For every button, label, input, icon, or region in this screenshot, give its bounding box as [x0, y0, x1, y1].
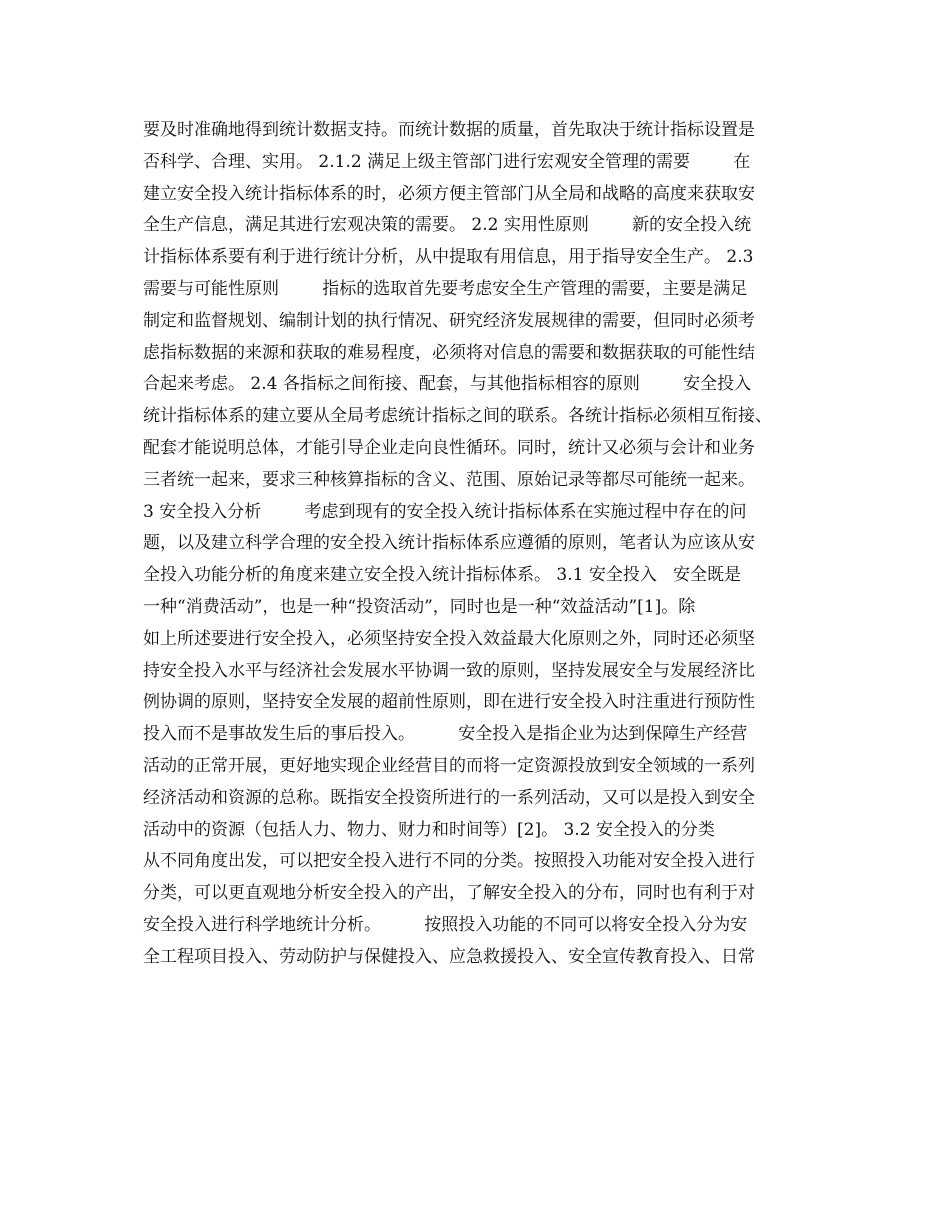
text-line: 经济活动和资源的总称。既指安全投资所进行的一系列活动，又可以是投入到安全	[143, 787, 755, 808]
text-line: 分类，可以更直观地分析安全投入的产出，了解安全投入的分布，同时也有利于对	[143, 883, 755, 904]
text-line: 全工程项目投入、劳动防护与保健投入、应急救援投入、安全宣传教育投入、日常	[143, 946, 755, 967]
text-line: 否科学、合理、实用。 2.1.2 满足上级主管部门进行宏观安全管理的需要 在	[143, 151, 751, 172]
text-line: 计指标体系要有利于进行统计分析，从中提取有用信息，用于指导安全生产。 2.3	[143, 247, 754, 268]
text-line: 统计指标体系的建立要从全局考虑统计指标之间的联系。各统计指标必须相互衔接、	[143, 406, 772, 427]
text-line: 投入而不是事故发生后的事后投入。 安全投入是指企业为达到保障生产经营	[143, 724, 748, 745]
text-line: 一种“消费活动”，也是一种“投资活动”，同时也是一种“效益活动”[1]。除	[143, 596, 696, 617]
text-line: 需要与可能性原则 指标的选取首先要考虑安全生产管理的需要，主要是满足	[143, 278, 748, 299]
body-text	[143, 115, 833, 974]
text-line: 如上所述要进行安全投入，必须坚持安全投入效益最大化原则之外，同时还必须坚	[143, 628, 755, 649]
text-line: 虑指标数据的来源和获取的难易程度，必须将对信息的需要和数据获取的可能性结	[143, 342, 755, 363]
text-line: 题，以及建立科学合理的安全投入统计指标体系应遵循的原则，笔者认为应该从安	[143, 533, 755, 554]
text-line: 合起来考虑。 2.4 各指标之间衔接、配套，与其他指标相容的原则 安全投入	[143, 374, 752, 395]
text-line: 持安全投入水平与经济社会发展水平协调一致的原则，坚持发展安全与发展经济比	[143, 660, 755, 681]
text-line: 建立安全投入统计指标体系的时，必须方便主管部门从全局和战略的高度来获取安	[143, 183, 755, 204]
text-line: 制定和监督规划、编制计划的执行情况、研究经济发展规律的需要，但同时必须考	[143, 310, 755, 331]
text-line: 例协调的原则，坚持安全发展的超前性原则，即在进行安全投入时注重进行预防性	[143, 692, 755, 713]
text-line: 3 安全投入分析 考虑到现有的安全投入统计指标体系在实施过程中存在的问	[143, 501, 747, 522]
text-line: 安全投入进行科学地统计分析。 按照投入功能的不同可以将安全投入分为安	[143, 914, 748, 935]
text-line: 要及时准确地得到统计数据支持。而统计数据的质量，首先取决于统计指标设置是	[143, 120, 755, 140]
text-line: 从不同角度出发，可以把安全投入进行不同的分类。按照投入功能对安全投入进行	[143, 851, 755, 872]
text-line: 活动中的资源（包括人力、物力、财力和时间等）[2]。 3.2 安全投入的分类	[143, 819, 715, 840]
text-line: 配套才能说明总体，才能引导企业走向良性循环。同时，统计又必须与会计和业务	[143, 437, 755, 458]
text-line: 三者统一起来，要求三种核算指标的含义、范围、原始记录等都尽可能统一起来。	[143, 469, 755, 490]
text-line: 活动的正常开展，更好地实现企业经营目的而将一定资源投放到安全领域的一系列	[143, 755, 755, 776]
text-line: 全生产信息，满足其进行宏观决策的需要。 2.2 实用性原则 新的安全投入统	[143, 215, 752, 236]
text-line: 全投入功能分析的角度来建立安全投入统计指标体系。 3.1 安全投入 安全既是	[143, 565, 742, 586]
